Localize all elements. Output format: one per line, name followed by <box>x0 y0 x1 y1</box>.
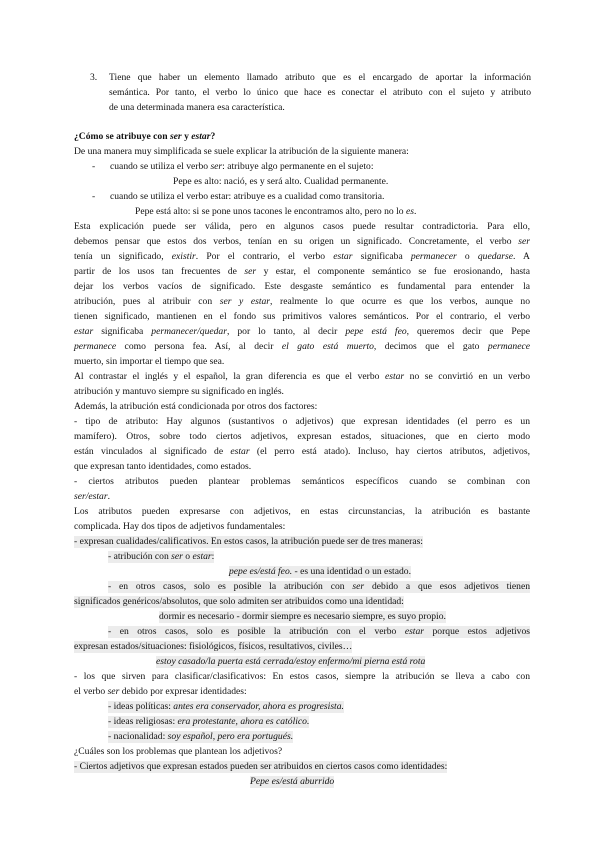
item3-line: Tiene que haber un elemento llamado atributo que es el encargado de aportar la información <box>109 72 531 83</box>
question-line: ¿Cuáles son los problemas que plantean los adjetivos? <box>74 746 283 757</box>
highlighted-line: - en otros casos, solo es posible la atribución con ser debido a que esos adjetivos tienen <box>108 581 531 592</box>
highlighted-example: estoy casado/la puerta está cerrada/estoy enfermo/mi pierna está rota <box>156 656 426 667</box>
highlighted-line: significados genéricos/absolutos, que solo admiten ser atribuidos como una identidad: <box>74 596 404 607</box>
paragraph-line: atribución y mantuvo siempre su significado en inglés. <box>74 386 284 397</box>
paragraph-line: mamífero). Otros, sobre todo ciertos adjetivos, expresan estados, situaciones, que en cierto modo <box>74 431 530 442</box>
bullet-dash: - <box>92 191 96 202</box>
highlighted-example: Pepe es/está aburrido <box>250 776 335 787</box>
item3-line: de una determinada manera esa característica. <box>109 102 285 113</box>
paragraph-line: dejar los verbos vacíos de significado. Este desgaste semántico es fundamental para entender la <box>74 281 530 292</box>
paragraph-line: Además, la atribución está condicionada por otros dos factores: <box>74 401 318 412</box>
highlighted-example: dormir es necesario - dormir siempre es necesario siempre, es suyo propio. <box>159 611 446 622</box>
section-heading: ¿Cómo se atribuye con ser y estar? <box>74 131 216 142</box>
paragraph-line: Al contrastar el inglés y el español, la gran diferencia es que el verbo estar no se convirtió en un verbo <box>74 371 531 382</box>
bullet-text: cuando se utiliza el verbo ser: atribuye algo permanente en el sujeto: <box>110 161 374 172</box>
highlighted-line: - atribución con ser o estar: <box>108 551 215 562</box>
highlighted-line: - expresan cualidades/calificativos. En estos casos, la atribución puede ser de tres maneras: <box>74 536 423 547</box>
paragraph-line: - tipo de atributo: Hay algunos (sustantivos o adjetivos) que expresan identidades (el perro es un <box>74 416 530 427</box>
paragraph-line: Esta explicación puede ser válida, pero en algunos casos puede resultar contradictoria. Para ello, <box>74 221 530 232</box>
paragraph-line: - los que sirven para clasificar/clasificativos: En estos casos, siempre la atribución se lleva a cabo con <box>74 671 530 682</box>
paragraph-line: tienen significado, mantienen en el fondo sus primitivos valores semánticos. Por el contrario, el verbo <box>74 311 530 322</box>
paragraph-line: Los atributos pueden expresarse con adjetivos, en estas circunstancias, la atribución es bastante <box>74 506 530 517</box>
paragraph-line: debemos pensar que estos dos verbos, tenían en su origen un significado. Concretamente, el verbo ser <box>74 236 530 247</box>
bullet-text: cuando se utiliza el verbo estar: atribuye es a cualidad como transitoria. <box>110 191 385 202</box>
list-item: - ideas religiosas: era protestante, ahora es católico. <box>108 716 310 727</box>
list-item: - nacionalidad: soy español, pero era portugués. <box>108 731 294 742</box>
highlighted-line: expresan estados/situaciones: fisiológicos, físicos, resultativos, civiles… <box>74 641 353 652</box>
bullet-dash: - <box>92 161 96 172</box>
paragraph-line: - ciertos atributos pueden plantear problemas semánticos específicos cuando se combinan con <box>74 476 530 487</box>
paragraph-line: tenía un significado, existir. Por el contrario, el verbo estar significaba permanecer o quedarse. A <box>74 251 530 262</box>
example-line: Pepe es alto: nació, es y será alto. Cualidad permanente. <box>173 176 389 187</box>
paragraph-line: permanece como persona fea. Así, al decir el gato está muerto, decimos que el gato permanece <box>74 341 531 352</box>
paragraph-line: partir de los usos tan frecuentes de ser y estar, el componente semántico se fue erosionando, hasta <box>74 266 530 277</box>
example-line: Pepe está alto: si se pone unos tacones le encontramos alto, pero no lo es. <box>135 206 417 217</box>
paragraph-line: el verbo ser debido por expresar identidades: <box>74 686 247 697</box>
highlighted-example: pepe es/está feo. - es una identidad o un estado. <box>229 566 411 577</box>
paragraph-line: están vinculados al significado de estar (el perro está atado). Incluso, hay ciertos atributos, adjetivos, <box>74 446 530 457</box>
item3-line: semántica. Por tanto, el verbo lo único que hace es conectar el atributo con el sujeto y atributo <box>109 87 531 98</box>
highlighted-line: - Ciertos adjetivos que expresan estados pueden ser atribuidos en ciertos casos como identidades: <box>74 761 448 772</box>
paragraph-line: atribución, pues al atribuir con ser y estar, realmente lo que ocurre es que los verbos, aunque no <box>74 296 531 307</box>
paragraph-line: complicada. Hay dos tipos de adjetivos fundamentales: <box>74 521 286 532</box>
highlighted-line: - en otros casos, solo es posible la atribución con el verbo estar porque estos adjetivos <box>108 626 530 637</box>
paragraph-line: estar significaba permanecer/quedar, por lo tanto, al decir pepe está feo, queremos decir que Pepe <box>74 326 531 337</box>
paragraph-line: muerto, sin importar el tiempo que sea. <box>74 356 225 367</box>
paragraph-line: De una manera muy simplificada se suele explicar la atribución de la siguiente manera: <box>74 146 409 157</box>
paragraph-line: que expresan tanto identidades, como estados. <box>74 461 252 472</box>
paragraph-line: ser/estar. <box>74 491 110 502</box>
list-number: 3. <box>90 72 98 83</box>
list-item: - ideas políticas: antes era conservador, ahora es progresista. <box>108 701 344 712</box>
